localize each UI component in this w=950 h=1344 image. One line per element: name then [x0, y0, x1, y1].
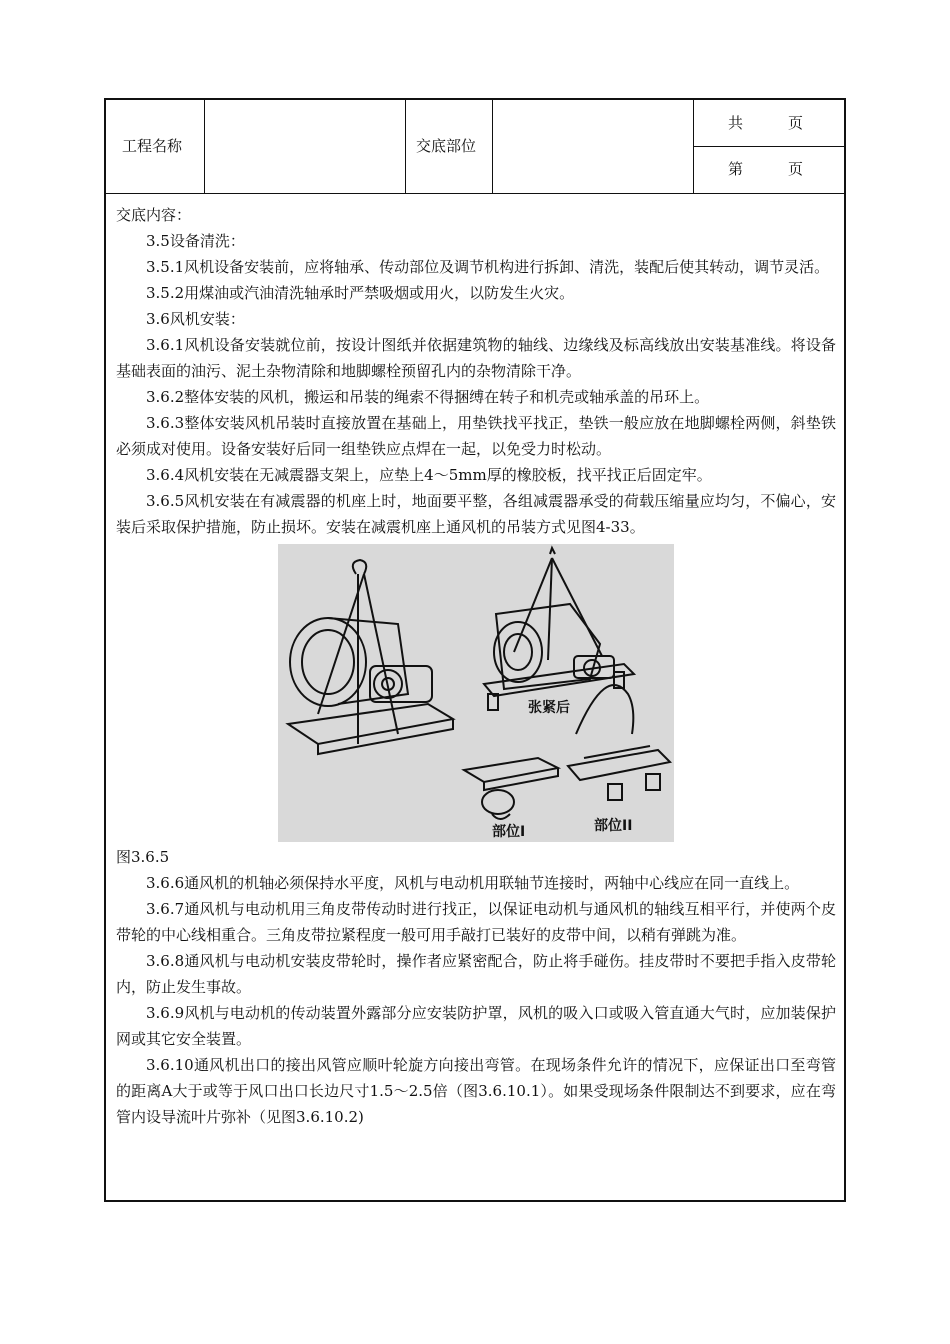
content-label: 交底内容： — [116, 206, 192, 224]
page-number-label: 第 页 — [728, 160, 804, 178]
header-table — [106, 100, 844, 194]
location-label: 交底部位 — [416, 137, 477, 155]
hook-icon — [353, 560, 366, 574]
paragraph: 3.6.10通风机出口的接出风管应顺叶轮旋方向接出弯管。在现场条件允许的情况下，应保证出口至弯管的距离A大于或等于风口出口长边尺寸1.5～2.5倍（图3.6.10.1）。如果受现场条件限制达不到要求，应在弯管内设导流叶片弥补（见图3.6.10.2) — [116, 1056, 836, 1126]
project-name-label: 工程名称 — [122, 137, 183, 155]
paragraph: 3.6.8通风机与电动机安装皮带轮时，操作者应紧密配合，防止将手碰伤。挂皮带时不要把手指入皮带轮内，防止发生事故。 — [116, 952, 836, 996]
fan-hoisting-illustration — [278, 544, 674, 842]
paragraph: 3.6.7通风机与电动机用三角皮带传动时进行找正，以保证电动机与通风机的轴线互相平行，并使两个皮带轮的中心线相重合。三角皮带拉紧程度一般可用手敲打已装好的皮带中间，以稍有弹跳为准。 — [116, 900, 836, 944]
total-pages-label: 共 页 — [728, 114, 804, 132]
fan-hoisting-figure — [278, 544, 674, 842]
label-tension: 张紧后 — [528, 700, 570, 716]
label-part-2: 部位II — [594, 818, 633, 834]
paragraph: 3.6.5风机安装在有减震器的机座上时，地面要平整，各组减震器承受的荷载压缩量应均匀，不偏心，安装后采取保护措施，防止损坏。安装在减震机座上通风机的吊装方式见图4-33。 — [116, 492, 836, 536]
paragraph: 3.6.9风机与电动机的传动装置外露部分应安装防护罩，风机的吸入口或吸入管直通大气时，应加装保护网或其它安全装置。 — [116, 1004, 836, 1048]
paragraph: 3.5设备清洗： — [146, 232, 245, 250]
disclosure-content — [106, 194, 844, 1130]
paragraph: 3.6.3整体安装风机吊装时直接放置在基础上，用垫铁找平找正，垫铁一般应放在地脚螺栓两侧，斜垫铁必须成对使用。设备安装好后同一组垫铁应点焊在一起，以免受力时松动。 — [116, 414, 836, 458]
paragraph: 3.6.1风机设备安装就位前，按设计图纸并依据建筑物的轴线、边缘线及标高线放出安装基准线。将设备基础表面的油污、泥土杂物清除和地脚螺栓预留孔内的杂物清除干净。 — [116, 336, 836, 380]
figure-caption: 图3.6.5 — [116, 848, 170, 866]
header-divider — [492, 100, 493, 193]
header-divider — [405, 100, 406, 193]
paragraph: 3.6.4风机安装在无减震器支架上，应垫上4～5mm厚的橡胶板，找平找正后固定牢。 — [146, 466, 712, 484]
paragraph: 3.5.1风机设备安装前，应将轴承、传动部位及调节机构进行拆卸、清洗，装配后使其转动，调节灵活。 — [146, 258, 830, 276]
header-divider — [693, 146, 844, 147]
paragraph: 3.5.2用煤油或汽油清洗轴承时严禁吸烟或用火，以防发生火灾。 — [146, 284, 575, 302]
header-divider — [204, 100, 205, 193]
paragraph: 3.6风机安装： — [146, 310, 245, 328]
paragraph: 3.6.6通风机的机轴必须保持水平度，风机与电动机用联轴节连接时，两轴中心线应在同一直线上。 — [146, 874, 800, 892]
paragraph: 3.6.2整体安装的风机，搬运和吊装的绳索不得捆缚在转子和机壳或轴承盖的吊环上。 — [146, 388, 710, 406]
label-part-1: 部位I — [492, 824, 526, 840]
disclosure-sheet — [104, 98, 846, 1202]
